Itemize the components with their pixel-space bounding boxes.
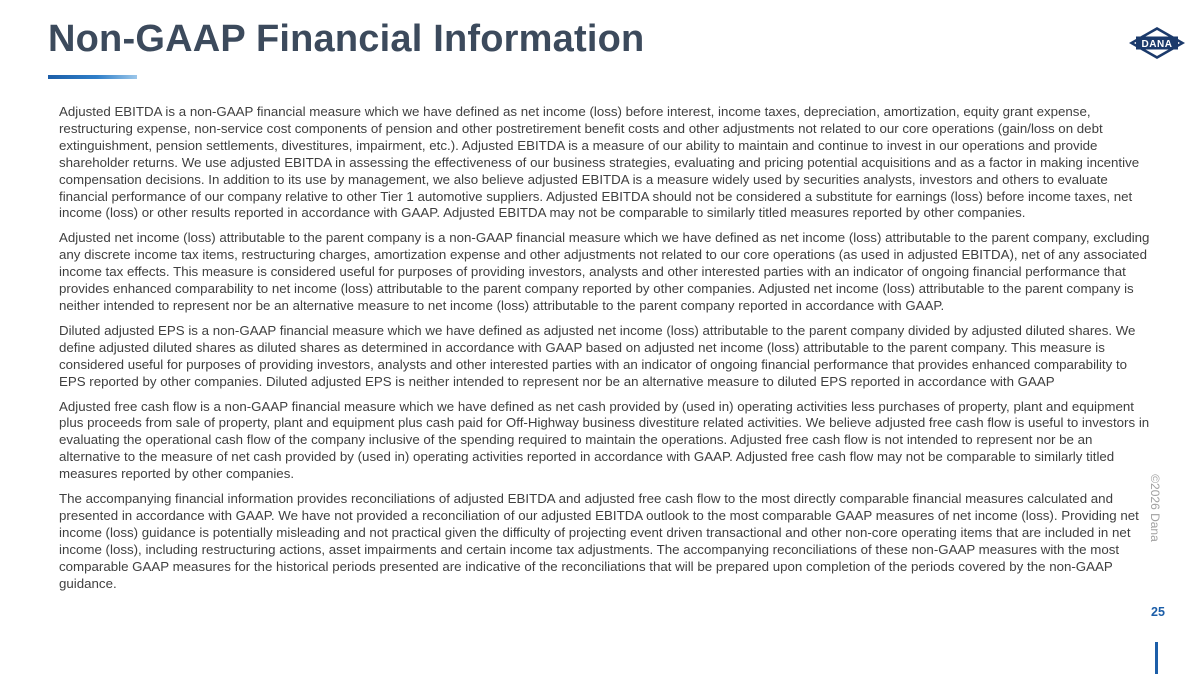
dana-logo <box>1128 26 1186 60</box>
paragraph-adjusted-net-income: Adjusted net income (loss) attributable to the parent company is a non-GAAP financial measure which we have defined as net income (loss) attributable to the parent company, excluding any discrete income tax items, restructuring charges, amortization expense and other adjustments not related to our core operations (as used in adjusted EBITDA), net of any associated income tax effects. This measure is considered useful for purposes of providing investors, analysts and other interested parties with an indicator of ongoing financial performance that provides enhanced comparability to net income (loss) attributable to the parent company reported by other companies. Adjusted net income (loss) attributable to the parent company is neither intended to represent nor be an alternative measure to net income (loss) attributable to the parent company reported in accordance with GAAP. <box>59 230 1150 313</box>
page-number: 25 <box>1151 605 1165 619</box>
copyright-notice: ©2026 Dana <box>1148 474 1162 542</box>
paragraph-adjusted-free-cash-flow: Adjusted free cash flow is a non-GAAP financial measure which we have defined as net cash provided by (used in) operating activities less purchases of property, plant and equipment plus proceeds from sale of property, plant and equipment plus cash paid for Off-Highway business divestiture related activities. We believe adjusted free cash flow is useful to investors in evaluating the operational cash flow of the company inclusive of the spending required to maintain the operations. Adjusted free cash flow is not intended to represent nor be an alternative to the measure of net cash provided by (used in) operating activities reported in accordance with GAAP. Adjusted free cash flow may not be comparable to similarly titled measures reported by other companies. <box>59 398 1150 482</box>
accent-bar <box>1155 642 1158 674</box>
body-text <box>59 104 1153 600</box>
slide-title: Non-GAAP Financial Information <box>48 18 645 60</box>
logo-wordmark: DANA <box>1141 39 1173 50</box>
paragraph-reconciliations: The accompanying financial information provides reconciliations of adjusted EBITDA and adjusted free cash flow to the most directly comparable financial measures calculated and presented in accordance with GAAP. We have not provided a reconciliation of our adjusted EBITDA outlook to the most comparable GAAP measures of net income (loss). Providing net income (loss) guidance is potentially misleading and not practical given the difficulty of projecting event driven transactional and other non-core operating items that are included in net income (loss), including restructuring actions, asset impairments and certain income tax adjustments. The accompanying reconciliations of these non-GAAP measures with the most comparable GAAP measures for the historical periods presented are indicative of the reconciliations that will be prepared upon completion of the periods covered by the non-GAAP guidance. <box>59 491 1139 591</box>
paragraph-adjusted-ebitda: Adjusted EBITDA is a non-GAAP financial measure which we have defined as net income (loss) before interest, income taxes, depreciation, amortization, equity grant expense, restructuring expense, non-service cost components of pension and other postretirement benefit costs and other adjustments not related to our core operations (gain/loss on debt extinguishment, pension settlements, divestitures, impairment, etc.). Adjusted EBITDA is a measure of our ability to maintain and continue to invest in our operations and provide shareholder returns. We use adjusted EBITDA in assessing the effectiveness of our business strategies, evaluating and pricing potential acquisitions and as a factor in making incentive compensation decisions. In addition to its use by management, we also believe adjusted EBITDA is a measure widely used by securities analysts, investors and others to evaluate financial performance of our company relative to other Tier 1 automotive suppliers. Adjusted EBITDA should not be considered a substitute for earnings (loss) before income taxes, net income (loss) or other results reported in accordance with GAAP. Adjusted EBITDA may not be comparable to similarly titled measures reported by other companies. <box>59 104 1140 221</box>
paragraph-diluted-adjusted-eps: Diluted adjusted EPS is a non-GAAP financial measure which we have defined as adjusted net income (loss) attributable to the parent company divided by adjusted diluted shares. We define adjusted diluted shares as diluted shares as determined in accordance with GAAP based on adjusted net income (loss) attributable to the parent company. This measure is considered useful for purposes of providing investors, analysts and other interested parties with an indicator of ongoing financial performance that provides enhanced comparability to EPS reported by other companies. Diluted adjusted EPS is neither intended to represent nor be an alternative measure to diluted EPS reported in accordance with GAAP <box>59 322 1136 389</box>
title-underline <box>48 75 137 79</box>
